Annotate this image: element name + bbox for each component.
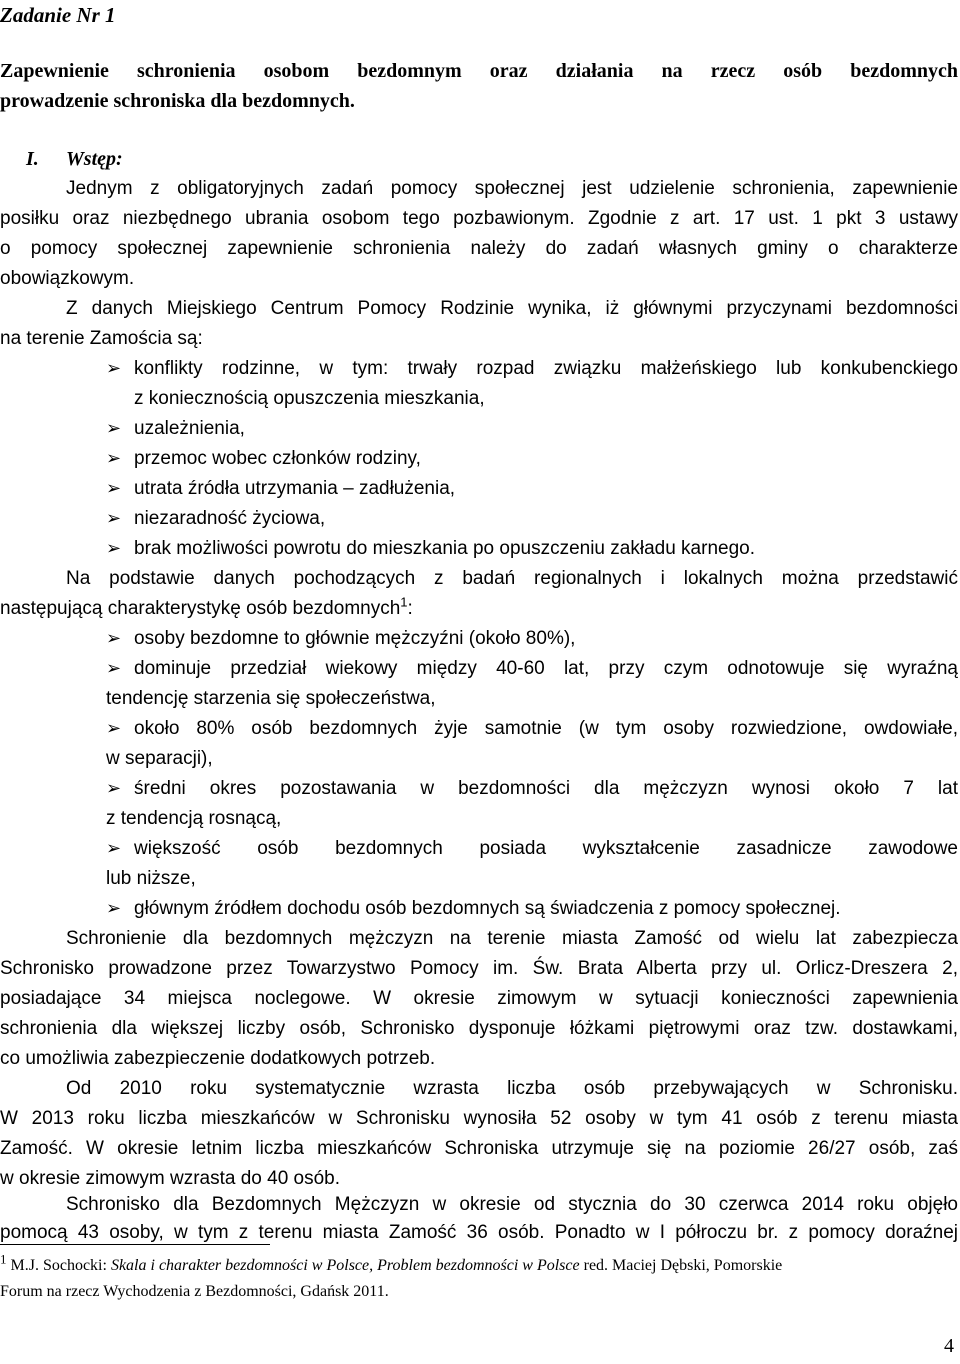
- cause-list-item: niezaradność życiowa,: [134, 508, 326, 529]
- arrowhead-bullet-icon: ➢: [106, 448, 122, 469]
- footnote-line-1: [0, 1251, 783, 1278]
- footnote-separator: [0, 1244, 270, 1245]
- paragraph-3-line-2: [0, 594, 413, 624]
- characteristic-list-item: średni okres pozostawania w bezdomności dla mężczyzn wynosi około 7 lat: [134, 778, 958, 799]
- paragraph-3-punctuation: :: [407, 598, 413, 619]
- characteristic-list-item: osoby bezdomne to głównie mężczyźni (około 80%),: [134, 628, 576, 649]
- footnote-editor: red. Maciej Dębski, Pomorskie: [579, 1257, 783, 1274]
- arrowhead-bullet-icon: ➢: [106, 898, 122, 919]
- paragraph-5-line: W 2013 roku liczba mieszkańców w Schronisku wynosiła 52 osoby w tym 41 osób z terenu miasta: [0, 1108, 958, 1129]
- cause-list-item: brak możliwości powrotu do mieszkania po opuszczeniu zakładu karnego.: [134, 538, 755, 559]
- arrowhead-bullet-icon: ➢: [106, 538, 122, 559]
- arrowhead-bullet-icon: ➢: [106, 478, 122, 499]
- paragraph-1-line: Jednym z obligatoryjnych zadań pomocy społecznej jest udzielenie schronienia, zapewnienie: [66, 178, 958, 199]
- characteristic-list-item-continued: tendencję starzenia się społeczeństwa,: [106, 688, 436, 709]
- characteristic-list-item-continued: lub niższe,: [106, 868, 196, 889]
- paragraph-1-line: o pomocy społecznej zapewnienie schronienia należy do zadań własnych gminy o charakterze: [0, 238, 958, 259]
- subject-line-2: prowadzenie schroniska dla bezdomnych.: [0, 90, 355, 112]
- cause-list-item: utrata źródła utrzymania – zadłużenia,: [134, 478, 456, 499]
- paragraph-5-line: w okresie zimowym wzrasta do 40 osób.: [0, 1168, 341, 1189]
- arrowhead-bullet-icon: ➢: [106, 658, 122, 679]
- arrowhead-bullet-icon: ➢: [106, 778, 122, 799]
- paragraph-4-line: schronienia dla większej liczby osób, Schronisko dysponuje łóżkami piętrowymi oraz tzw. dostawkami,: [0, 1018, 958, 1039]
- cause-list-item: przemoc wobec członków rodziny,: [134, 448, 421, 469]
- arrowhead-bullet-icon: ➢: [106, 358, 122, 379]
- characteristic-list-item-continued: z tendencją rosnącą,: [106, 808, 282, 829]
- paragraph-3-text: następującą charakterystykę osób bezdomnych: [0, 598, 401, 619]
- paragraph-5-line: Od 2010 roku systematycznie wzrasta liczba osób przebywających w Schronisku.: [66, 1078, 958, 1099]
- paragraph-5-line: Zamość. W okresie letnim liczba mieszkańców Schroniska utrzymuje się na poziomie 26/27 osób, zaś: [0, 1138, 958, 1159]
- paragraph-6-line: pomocą 43 osoby, w tym z terenu miasta Zamość 36 osób. Ponadto w I półroczu br. z pomocy doraźnej: [0, 1222, 958, 1243]
- characteristic-list-item: dominuje przedział wiekowy między 40-60 lat, przy czym odnotowuje się wyraźną: [134, 658, 958, 679]
- section-number: I.: [26, 148, 39, 170]
- characteristic-list-item-continued: w separacji),: [106, 748, 213, 769]
- arrowhead-bullet-icon: ➢: [106, 628, 122, 649]
- paragraph-1-line: posiłku oraz niezbędnego ubrania osobom tego pozbawionym. Zgodnie z art. 17 ust. 1 pkt 3 ustawy: [0, 208, 958, 229]
- footnote-author: M.J. Sochocki:: [6, 1257, 111, 1274]
- section-title: Wstęp:: [66, 148, 123, 170]
- footnote-marker: 1: [0, 1251, 7, 1267]
- cause-list-item-continued: z koniecznością opuszczenia mieszkania,: [134, 388, 485, 409]
- paragraph-4-line: co umożliwia zabezpieczenie dodatkowych potrzeb.: [0, 1048, 436, 1069]
- paragraph-2-line: na terenie Zamościa są:: [0, 328, 203, 349]
- footnote-title: Skala i charakter bezdomności w Polsce, Problem bezdomności w Polsce: [110, 1257, 580, 1274]
- paragraph-2-line: Z danych Miejskiego Centrum Pomocy Rodzinie wynika, iż głównymi przyczynami bezdomności: [66, 298, 958, 319]
- task-title: Zadanie Nr 1: [0, 3, 116, 27]
- arrowhead-bullet-icon: ➢: [106, 508, 122, 529]
- arrowhead-bullet-icon: ➢: [106, 718, 122, 739]
- characteristic-list-item: większość osób bezdomnych posiada wykształcenie zasadnicze zawodowe: [134, 838, 958, 859]
- arrowhead-bullet-icon: ➢: [106, 418, 122, 439]
- paragraph-3-line: Na podstawie danych pochodzących z badań regionalnych i lokalnych można przedstawić: [66, 568, 958, 589]
- footnote-reference: 1: [400, 594, 408, 610]
- cause-list-item: uzależnienia,: [134, 418, 245, 439]
- paragraph-6-line: Schronisko dla Bezdomnych Mężczyzn w okresie od stycznia do 30 czerwca 2014 roku objęło: [66, 1194, 958, 1215]
- paragraph-4-line: posiadające 34 miejsca noclegowe. W okresie zimowym w sytuacji konieczności zapewnienia: [0, 988, 958, 1009]
- subject-line-1: Zapewnienie schronienia osobom bezdomnym oraz działania na rzecz osób bezdomnych: [0, 60, 958, 82]
- footnote-line-2: Forum na rzecz Wychodzenia z Bezdomności, Gdańsk 2011.: [0, 1283, 389, 1300]
- characteristic-list-item: około 80% osób bezdomnych żyje samotnie (w tym osoby rozwiedzione, owdowiałe,: [134, 718, 958, 739]
- paragraph-1-line: obowiązkowym.: [0, 268, 135, 289]
- arrowhead-bullet-icon: ➢: [106, 838, 122, 859]
- paragraph-4-line: Schronienie dla bezdomnych mężczyzn na terenie miasta Zamość od wielu lat zabezpiecza: [66, 928, 958, 949]
- cause-list-item: konflikty rodzinne, w tym: trwały rozpad związku małżeńskiego lub konkubenckiego: [134, 358, 958, 379]
- characteristic-list-item: głównym źródłem dochodu osób bezdomnych są świadczenia z pomocy społecznej.: [134, 898, 841, 919]
- paragraph-4-line: Schronisko prowadzone przez Towarzystwo Pomocy im. Św. Brata Alberta przy ul. Orlicz-Dreszera 2,: [0, 958, 958, 979]
- page-number: 4: [944, 1335, 954, 1357]
